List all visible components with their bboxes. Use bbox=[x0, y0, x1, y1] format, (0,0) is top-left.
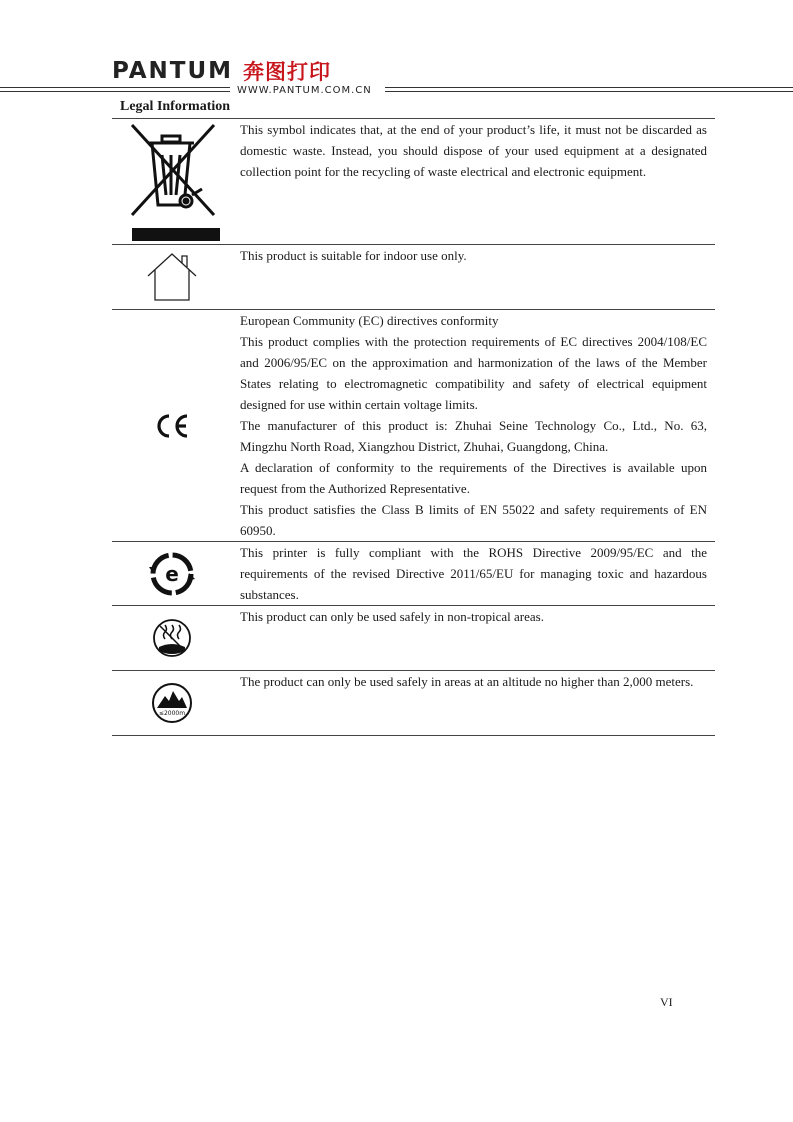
table-row-indoor bbox=[112, 245, 715, 310]
svg-text:e: e bbox=[165, 561, 179, 586]
altitude-limit-icon bbox=[112, 671, 232, 735]
header-rule bbox=[0, 86, 793, 96]
paragraph: This product can only be used safely in non-tropical areas. bbox=[240, 609, 544, 624]
legal-info-table bbox=[112, 118, 715, 736]
rohs-recycle-e-icon bbox=[112, 542, 232, 605]
row-text bbox=[240, 671, 707, 692]
brand-name-en: PANTUM bbox=[112, 58, 234, 84]
row-text bbox=[240, 310, 707, 541]
row-text bbox=[240, 245, 707, 266]
table-row-ce bbox=[112, 310, 715, 542]
paragraph: This product satisfies the Class B limits of EN 55022 and safety requirements of EN 60950. bbox=[240, 502, 707, 538]
paragraph: This product is suitable for indoor use only. bbox=[240, 248, 467, 263]
indoor-house-icon bbox=[112, 245, 232, 309]
section-title: Legal Information bbox=[120, 99, 231, 114]
paragraph: A declaration of conformity to the requirements of the Directives is available upon request from the Authorized Representative. bbox=[240, 460, 707, 496]
table-row-altitude bbox=[112, 671, 715, 736]
page-number: VI bbox=[660, 995, 673, 1009]
paragraph: This symbol indicates that, at the end of your product’s life, it must not be discarded as domestic waste. Instead, you should dispose of your used equipment at a designated collection point for the recycling of waste electrical and electronic equipment. bbox=[240, 122, 707, 179]
row-text bbox=[240, 606, 707, 627]
table-row-rohs bbox=[112, 542, 715, 606]
website-url: WWW.PANTUM.COM.CN bbox=[233, 85, 376, 96]
paragraph: This product complies with the protection requirements of EC directives 2004/108/EC and 2006/95/EC on the approximation and harmonization of the laws of the Member States relating to electromagnetic compatibility and safety of electrical equipment designed for use within certain voltage limits. bbox=[240, 334, 707, 412]
paragraph: This printer is fully compliant with the ROHS Directive 2009/95/EC and the requirements of the revised Directive 2011/65/EU for managing toxic and hazardous substances. bbox=[240, 545, 707, 602]
row-text bbox=[240, 542, 707, 605]
brand-name-cn: 奔图打印 bbox=[243, 60, 332, 84]
non-tropical-icon bbox=[112, 606, 232, 670]
weee-crossed-bin-icon bbox=[112, 119, 232, 244]
ce-mark-icon bbox=[112, 310, 232, 541]
row-text bbox=[240, 119, 707, 182]
table-row-non-tropical bbox=[112, 606, 715, 671]
brand-logo bbox=[112, 53, 331, 83]
paragraph: The product can only be used safely in areas at an altitude no higher than 2,000 meters. bbox=[240, 674, 694, 689]
table-row-weee bbox=[112, 118, 715, 245]
paragraph: The manufacturer of this product is: Zhuhai Seine Technology Co., Ltd., No. 63, Mingzhu North Road, Xiangzhou District, Zhuhai, Guangdong, China. bbox=[240, 418, 707, 454]
paragraph: European Community (EC) directives conformity bbox=[240, 313, 499, 328]
altitude-label: ≤2000m bbox=[158, 710, 186, 717]
